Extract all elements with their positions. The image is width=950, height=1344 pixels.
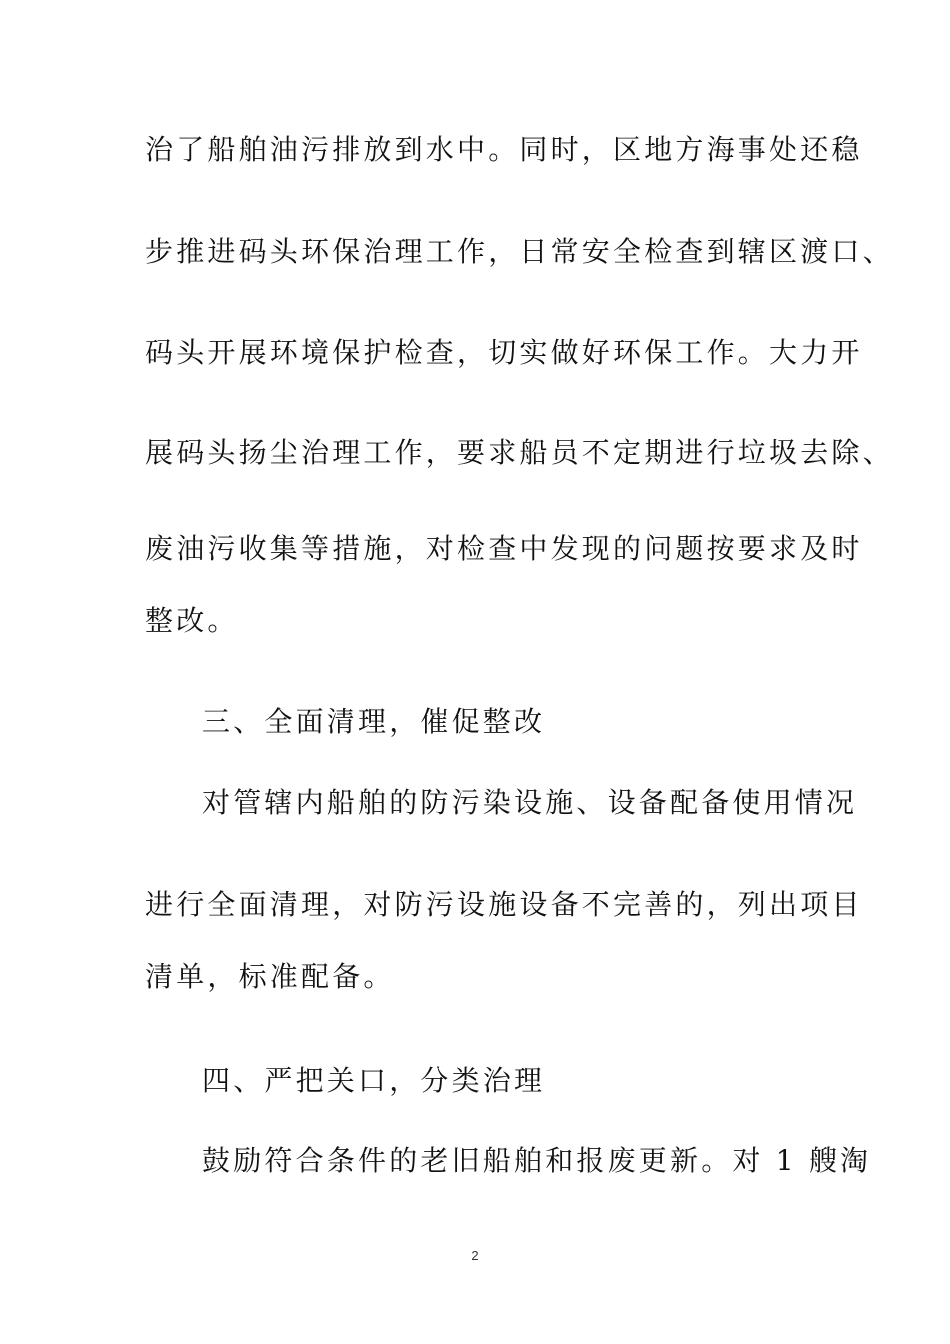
paragraph-line: 对管辖内船舶的防污染设施、设备配备使用情况 [202, 786, 858, 819]
paragraph-line: 步推进码头环保治理工作，日常安全检查到辖区渡口、 [145, 235, 894, 268]
page-number: 2 [471, 1248, 479, 1263]
paragraph-line: 进行全面清理，对防污设施设备不完善的，列出项目 [145, 888, 863, 921]
paragraph-line: 码头开展环境保护检查，切实做好环保工作。大力开 [145, 336, 863, 369]
section-heading: 三、全面清理，催促整改 [202, 705, 546, 738]
paragraph-line: 鼓励符合条件的老旧船舶和报废更新。对 1 艘淘 [202, 1144, 872, 1177]
paragraph-line: 展码头扬尘治理工作，要求船员不定期进行垃圾去除、 [145, 436, 894, 469]
paragraph-line: 清单，标准配备。 [145, 960, 395, 993]
section-heading: 四、严把关口，分类治理 [202, 1064, 546, 1097]
paragraph-line: 治了船舶油污排放到水中。同时，区地方海事处还稳 [145, 133, 863, 166]
paragraph-line: 整改。 [145, 604, 239, 637]
paragraph-line: 废油污收集等措施，对检查中发现的问题按要求及时 [145, 532, 863, 565]
